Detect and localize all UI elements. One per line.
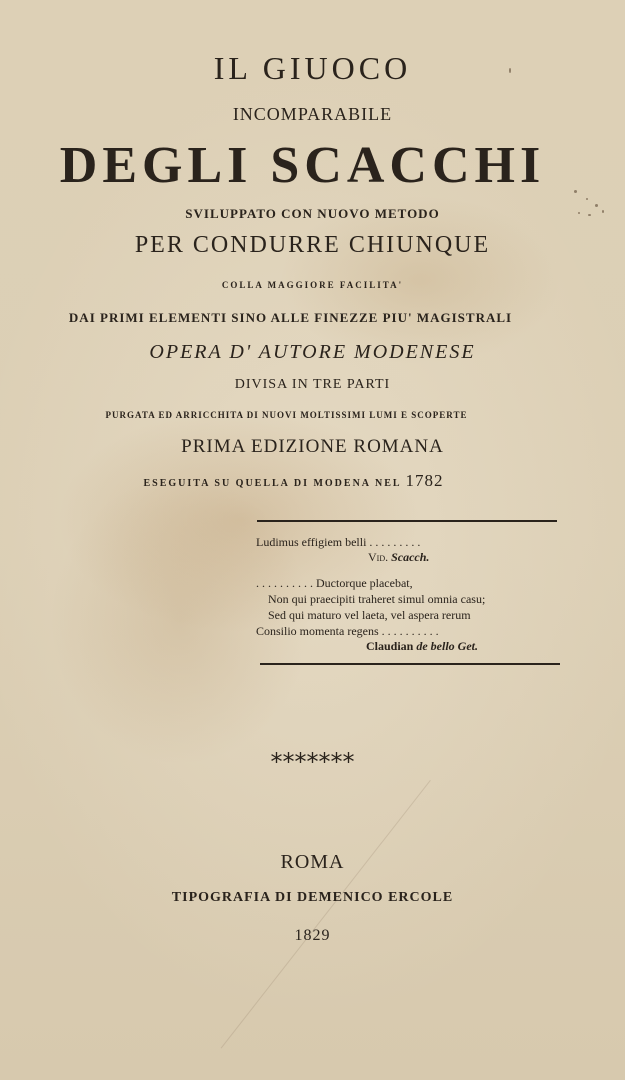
parts-line: DIVISA IN TRE PARTI	[234, 377, 391, 392]
title-line-2: INCOMPARABILE	[232, 104, 393, 124]
epigraph-citation-1	[368, 550, 429, 565]
enriched-line: PURGATA ED ARRICCHITA DI NUOVI MOLTISSIMI LUMI E SCOPERTE	[105, 410, 468, 420]
epigraph-citation-2	[366, 639, 478, 654]
citation-2-work: de bello Get.	[416, 639, 479, 653]
ink-speck	[586, 198, 588, 200]
star-ornament: *******	[270, 748, 355, 776]
subtitle-line-2: PER CONDURRE CHIUNQUE	[134, 232, 491, 258]
citation-1-author: Vid.	[368, 550, 389, 564]
executed-line	[0, 471, 606, 491]
epigraph-line-4: Sed qui maturo vel laeta, vel aspera rerum	[268, 608, 471, 622]
paper-fold-line	[221, 780, 431, 1049]
citation-2-author: Claudian	[366, 639, 414, 653]
executed-year: 1782	[405, 471, 444, 490]
title-line-1: IL GIUOCO	[213, 50, 412, 86]
epigraph-line-3: Non qui praecipiti traheret simul omnia casu;	[268, 592, 486, 606]
edition-line: PRIMA EDIZIONE ROMANA	[181, 436, 444, 457]
epigraph-line-5: Consilio momenta regens . . . . . . . . . .	[256, 624, 439, 638]
imprint-city: ROMA	[280, 851, 345, 873]
executed-text: ESEGUITA SU QUELLA DI MODENA NEL	[143, 478, 401, 489]
subtitle-line-4: DAI PRIMI ELEMENTI SINO ALLE FINEZZE PIU' MAGISTRALI	[68, 310, 513, 325]
citation-1-work: Scacch.	[391, 550, 430, 564]
imprint-year: 1829	[294, 927, 331, 944]
title-main: DEGLI SCACCHI	[59, 137, 546, 194]
imprint-printer: TIPOGRAFIA DI DEMENICO ERCOLE	[171, 890, 454, 905]
epigraph-line-2: . . . . . . . . . . Ductorque placebat,	[256, 576, 413, 590]
author-line: OPERA D' AUTORE MODENESE	[149, 341, 476, 363]
subtitle-line-3: COLLA MAGGIORE FACILITA'	[221, 280, 404, 290]
epigraph-bottom-rule	[260, 663, 560, 665]
epigraph-top-rule	[257, 520, 557, 522]
subtitle-line-1: SVILUPPATO CON NUOVO METODO	[185, 206, 440, 221]
epigraph-line-1: Ludimus effigiem belli . . . . . . . . .	[256, 535, 421, 549]
